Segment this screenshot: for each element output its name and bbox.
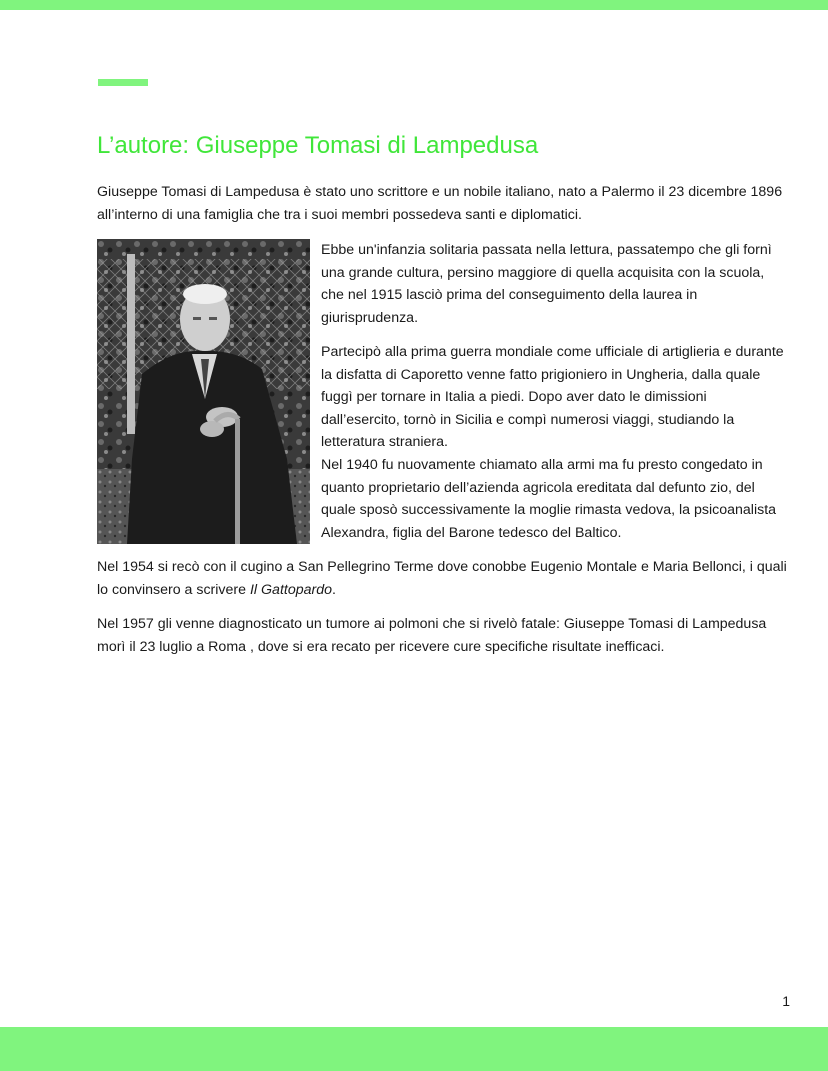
author-photo <box>97 239 310 544</box>
top-accent-band <box>0 0 828 10</box>
section-title: L’autore: Giuseppe Tomasi di Lampedusa <box>97 132 539 159</box>
page-number: 1 <box>782 993 790 1009</box>
death-paragraph: Nel 1957 gli venne diagnosticato un tumore ai polmoni che si rivelò fatale: Giuseppe Tomasi di Lampedusa morì il 23 luglio a Roma , dove si era recato per ricevere cure specifiche risultate inefficaci. <box>97 616 767 655</box>
war-paragraph: Partecipò alla prima guerra mondiale come ufficiale di artiglieria e durante la disfatta di Caporetto venne fatto prigioniero in Ungheria, dalla quale fuggì per tornare in Italia a piedi. Dopo aver dato le dimissioni dall’esercito, tornò in Sicilia e compì numerosi viaggi, studiando la letteratura straniera. <box>321 344 784 451</box>
bottom-accent-band <box>0 1027 828 1071</box>
war-marriage-block <box>321 341 789 544</box>
book-title: Il Gattopardo <box>249 581 333 598</box>
intro-paragraph: Giuseppe Tomasi di Lampedusa è stato uno scrittore e un nobile italiano, nato a Palermo il 23 dicembre 1896 all’interno di una famiglia che tra i suoi membri possedeva santi e diplomatici. <box>97 184 783 223</box>
gattopardo-paragraph <box>97 556 787 601</box>
childhood-paragraph: Ebbe un'infanzia solitaria passata nella lettura, passatempo che gli fornì una grande cultura, persino maggiore di quella acquisita con la scuola, che nel 1915 lasciò prima del conseguimento della laurea in giurisprudenza. <box>321 242 772 326</box>
marriage-paragraph: Nel 1940 fu nuovamente chiamato alla armi ma fu presto congedato in quanto proprietario dell’azienda agricola ereditata dal defunto zio, del quale sposò successivamente la moglie rimasta vedova, la psicoanalista Alexandra, figlia del Barone tedesco del Baltico. <box>321 456 777 541</box>
gattopardo-text: Nel 1954 si recò con il cugino a San Pellegrino Terme dove conobbe Eugenio Montale e Maria Bellonci, i quali lo convinsero a scrivere <box>97 559 787 598</box>
accent-dash <box>98 79 148 86</box>
gattopardo-end: . <box>332 581 336 598</box>
